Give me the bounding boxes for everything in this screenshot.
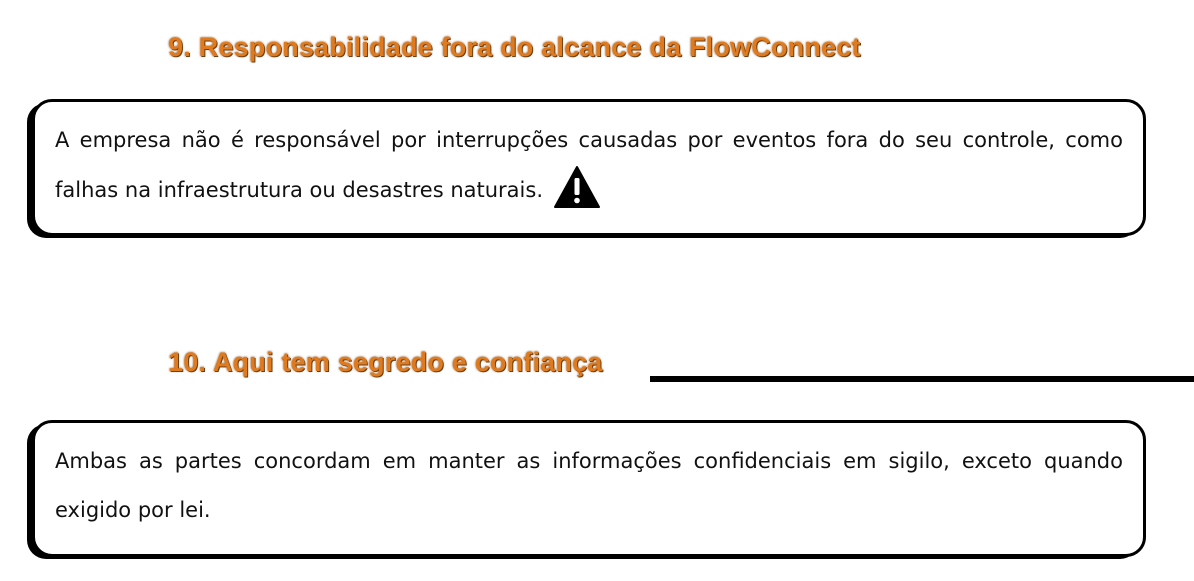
section-10-paragraph: Ambas as partes concordam em manter as informações confidenciais em sigilo, exceto quando exigido por lei.: [55, 449, 1123, 522]
section-9-text: A empresa não é responsável por interrupções causadas por eventos fora do seu controle, como falhas na infraestrutura ou desastres naturais.: [55, 128, 1123, 202]
section-divider: [650, 376, 1194, 382]
section-9-paragraph: [55, 116, 1123, 227]
section-9-heading: 9. Responsabilidade fora do alcance da FlowConnect: [168, 32, 861, 62]
section-9-card: [32, 99, 1146, 236]
section-10-card: [32, 420, 1146, 557]
section-10-heading: 10. Aqui tem segredo e confiança: [168, 347, 603, 377]
warning-icon: [553, 165, 601, 227]
